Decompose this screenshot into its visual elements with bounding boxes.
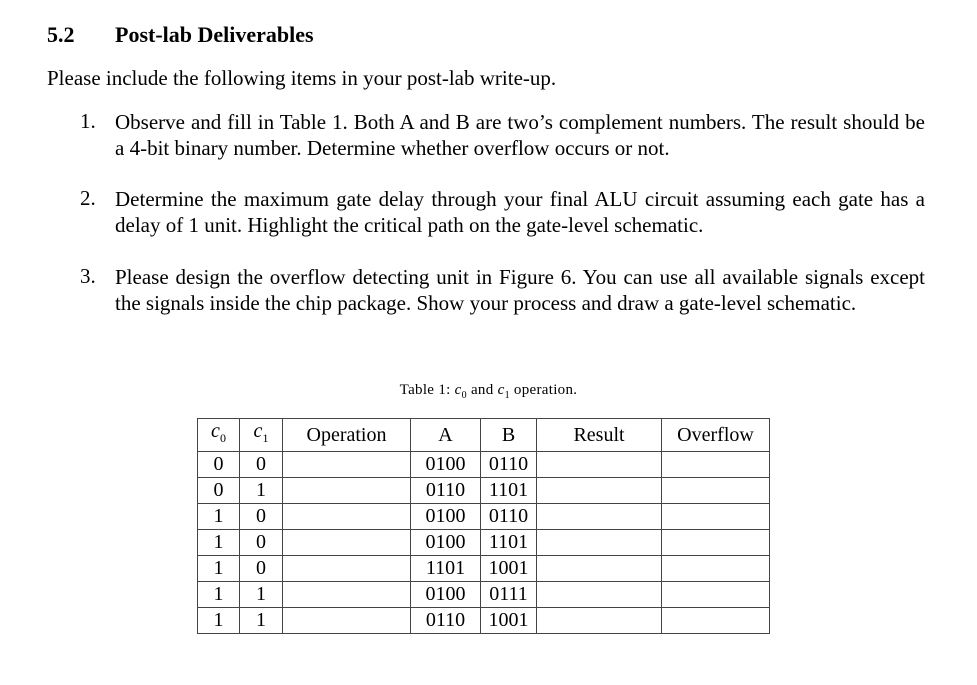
- cell-c0: 0: [198, 478, 240, 504]
- caption-var-c1: c: [497, 382, 505, 398]
- cell-c1: 1: [240, 478, 283, 504]
- header-b: B: [481, 419, 537, 452]
- list-item-text: Observe and fill in Table 1. Both A and B are two’s complement numbers. The result should be a 4-bit binary number. Determine whether overflow occurs or not.: [115, 110, 925, 160]
- table-row: [198, 452, 770, 478]
- list-item: [80, 264, 925, 316]
- header-c1-sub: 1: [262, 431, 269, 445]
- header-a: A: [411, 419, 481, 452]
- header-result: Result: [537, 419, 662, 452]
- header-c0: [198, 419, 240, 452]
- cell-c0: 1: [198, 582, 240, 608]
- cell-result: [537, 556, 662, 582]
- cell-a: 0100: [411, 452, 481, 478]
- cell-c1: 0: [240, 530, 283, 556]
- section-title: Post-lab Deliverables: [115, 22, 314, 47]
- caption-sub-1: 1: [504, 390, 510, 401]
- cell-a: 0110: [411, 478, 481, 504]
- cell-operation: [283, 452, 411, 478]
- cell-operation: [283, 478, 411, 504]
- header-c0-sub: 0: [219, 431, 226, 445]
- cell-c0: 1: [198, 556, 240, 582]
- cell-a: 1101: [411, 556, 481, 582]
- table-row: [198, 530, 770, 556]
- cell-result: [537, 608, 662, 634]
- cell-b: 1001: [481, 608, 537, 634]
- cell-a: 0100: [411, 582, 481, 608]
- cell-operation: [283, 504, 411, 530]
- cell-result: [537, 452, 662, 478]
- list-item: [80, 186, 925, 238]
- table-row: [198, 556, 770, 582]
- cell-overflow: [662, 582, 770, 608]
- cell-b: 0110: [481, 452, 537, 478]
- header-c1-var: c: [253, 420, 263, 442]
- cell-overflow: [662, 504, 770, 530]
- list-marker: 1.: [80, 109, 96, 133]
- caption-suffix: operation.: [509, 382, 578, 398]
- caption-and: and: [466, 382, 498, 398]
- list-item-text: Determine the maximum gate delay through your final ALU circuit assuming each gate has a delay of 1 unit. Highlight the critical path on the gate-level schematic.: [115, 187, 925, 237]
- caption-sub-0: 0: [461, 390, 467, 401]
- table-header-row: [198, 419, 770, 452]
- caption-prefix: Table 1:: [399, 382, 455, 398]
- table-row: [198, 504, 770, 530]
- cell-overflow: [662, 478, 770, 504]
- cell-c1: 0: [240, 504, 283, 530]
- cell-c0: 1: [198, 504, 240, 530]
- cell-c0: 0: [198, 452, 240, 478]
- cell-result: [537, 504, 662, 530]
- section-number: 5.2: [47, 22, 75, 47]
- cell-operation: [283, 582, 411, 608]
- header-c1: [240, 419, 283, 452]
- cell-operation: [283, 556, 411, 582]
- cell-operation: [283, 530, 411, 556]
- cell-b: 1001: [481, 556, 537, 582]
- list-item: [80, 109, 925, 161]
- cell-overflow: [662, 608, 770, 634]
- cell-c1: 0: [240, 556, 283, 582]
- section-heading: [47, 22, 314, 48]
- cell-c1: 0: [240, 452, 283, 478]
- list-item-text: Please design the overflow detecting unit in Figure 6. You can use all available signals except the signals inside the chip package. Show your process and draw a gate-level schematic.: [115, 265, 925, 315]
- cell-b: 0111: [481, 582, 537, 608]
- intro-paragraph: Please include the following items in your post-lab write-up.: [47, 66, 557, 90]
- table-row: [198, 608, 770, 634]
- cell-a: 0100: [411, 530, 481, 556]
- table-row: [198, 478, 770, 504]
- operations-table: [197, 418, 770, 634]
- header-overflow: Overflow: [662, 419, 770, 452]
- table-caption: [0, 382, 977, 401]
- cell-operation: [283, 608, 411, 634]
- caption-var-c0: c: [454, 382, 462, 398]
- cell-a: 0100: [411, 504, 481, 530]
- cell-c0: 1: [198, 530, 240, 556]
- cell-b: 1101: [481, 530, 537, 556]
- cell-overflow: [662, 530, 770, 556]
- list-marker: 2.: [80, 186, 96, 210]
- cell-c1: 1: [240, 608, 283, 634]
- cell-b: 0110: [481, 504, 537, 530]
- cell-b: 1101: [481, 478, 537, 504]
- header-operation: Operation: [283, 419, 411, 452]
- cell-result: [537, 530, 662, 556]
- cell-overflow: [662, 452, 770, 478]
- cell-c0: 1: [198, 608, 240, 634]
- cell-result: [537, 582, 662, 608]
- header-c0-var: c: [211, 420, 220, 442]
- cell-result: [537, 478, 662, 504]
- list-marker: 3.: [80, 264, 96, 288]
- cell-a: 0110: [411, 608, 481, 634]
- cell-overflow: [662, 556, 770, 582]
- table-row: [198, 582, 770, 608]
- cell-c1: 1: [240, 582, 283, 608]
